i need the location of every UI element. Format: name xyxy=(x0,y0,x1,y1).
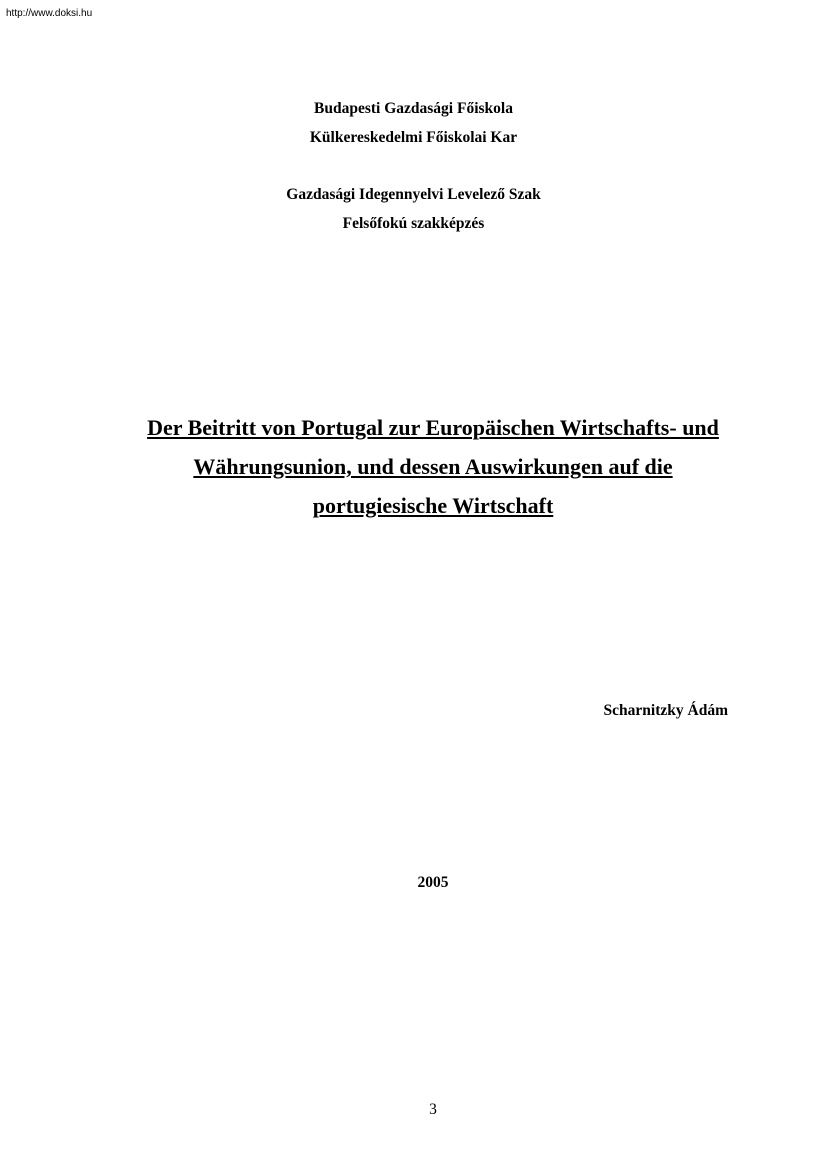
school-name: Budapesti Gazdasági Főiskola xyxy=(314,100,513,117)
source-url: http://www.doksi.hu xyxy=(6,8,93,19)
document-year: 2005 xyxy=(417,874,449,891)
page-number: 3 xyxy=(429,1101,437,1118)
program-level: Felsőfokú szakképzés xyxy=(342,215,485,232)
title-line-1: Der Beitritt von Portugal zur Europäischen Wirtschafts- und xyxy=(147,415,719,440)
title-line-2: Währungsunion, und dessen Auswirkungen auf die xyxy=(193,454,673,479)
faculty-name: Külkereskedelmi Főiskolai Kar xyxy=(309,129,518,146)
author-name: Scharnitzky Ádám xyxy=(603,702,728,719)
program-name: Gazdasági Idegennyelvi Levelező Szak xyxy=(286,186,541,203)
title-line-3: portugiesische Wirtschaft xyxy=(312,493,554,518)
document-title xyxy=(0,408,827,525)
institution-block xyxy=(0,94,827,152)
program-block xyxy=(0,180,827,238)
